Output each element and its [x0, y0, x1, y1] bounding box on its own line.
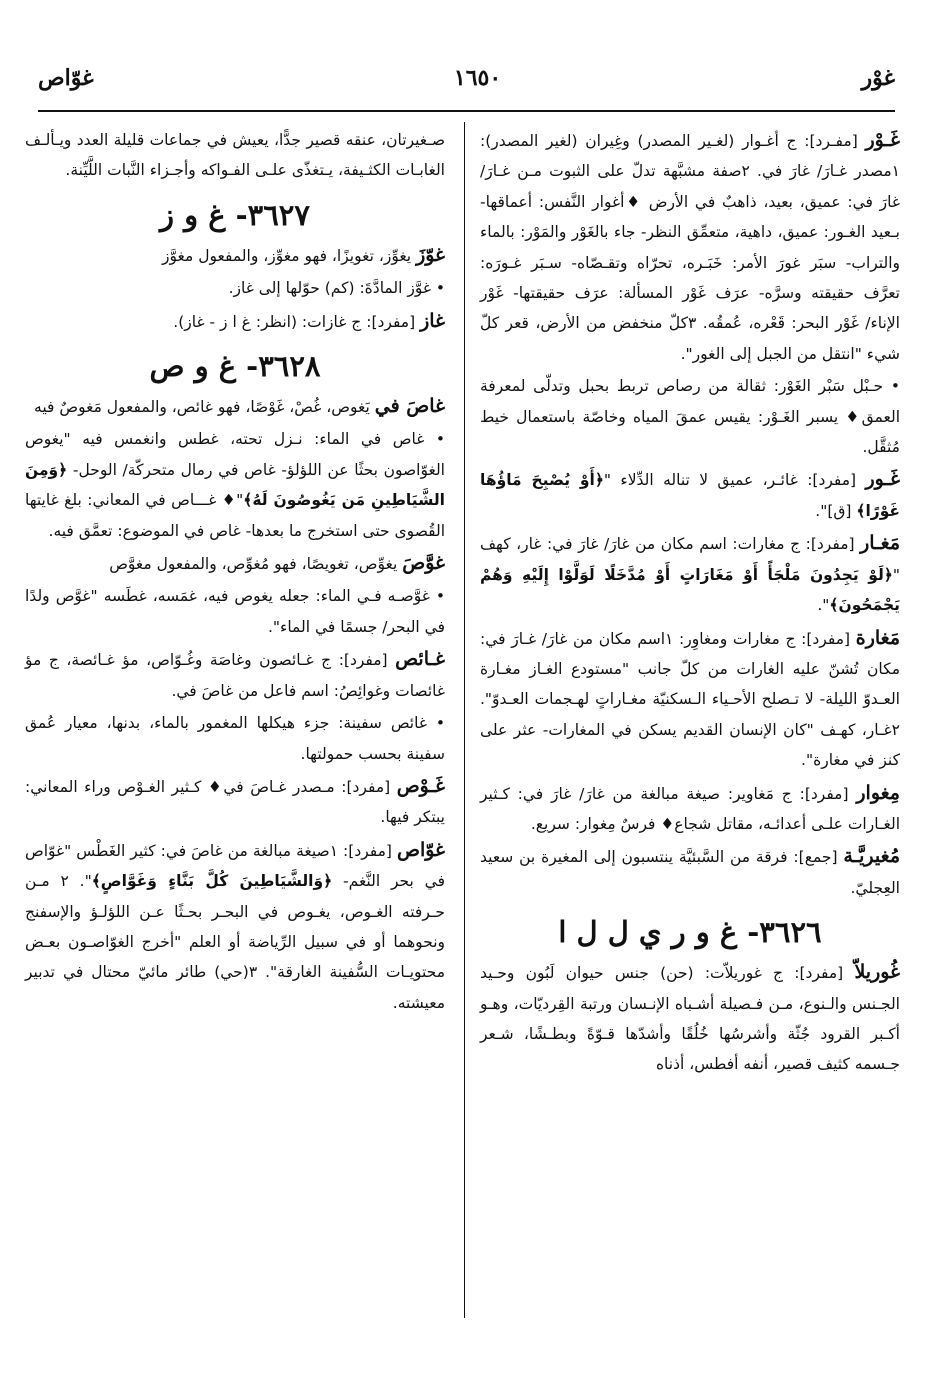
entry-ghawwaza — [25, 240, 445, 271]
entry-text: [مفرد]: ج مَغاوير: صيغة مبالغة من غارَ/ غارَ في: كـثير الغـارات علـى أعدائـه، مقاتل شجاع♦ فرسٌ مِغوار: سريع. — [480, 784, 900, 833]
entry-text: [جمع]: فرقة من السَّبئيَّة ينتسبون إلى المغيرة بن سعيد العِجليّ. — [480, 848, 900, 897]
quran-quote: ﴿أَوْ يُصْبِحَ مَاؤُهَا غَوْرًا﴾ — [480, 471, 900, 520]
entry-ghawr — [480, 125, 900, 369]
entry-ghaz — [25, 306, 445, 337]
entry-text: يغوِّص، تغويصًا، فهو مُغوِّص، والمفعول مغوَّص — [109, 555, 398, 574]
entry-maghara — [480, 623, 900, 776]
headword: غـائص — [395, 648, 445, 671]
headword: غَـور — [865, 468, 900, 491]
headword: مُغيريَّـة — [843, 845, 900, 868]
quran-quote: ﴿لَوْ يَجِدُونَ مَلْجَأً أَوْ مَغَارَاتٍ أَوْ مُدَّخَلًا لَوَلَّوْا إِلَيْهِ وَهُمْ يَجْمَحُونَ﴾ — [480, 565, 900, 615]
headword: غَـوْر — [865, 129, 900, 151]
entry-text: [مفرد]: ج مغارات ومغاوِر: ١اسم مكان من غارَ/ غـارَ في: مكان تُشنّ عليه الغارات من كلّ جانب "مستودع الغـاز مغـارة العـدوّ الليلة- لا تـصلح الأحـياء الـسكنيّة مغـاراتٍ لهـجمات العـدوّ". ٢غـار، كهـف "كان الإنسان القديم يسكن في المغارات- عثر على كنز في مغارة". — [480, 629, 900, 770]
entry-ghawss — [25, 771, 445, 833]
page-number: ١٦٥٠ — [453, 65, 502, 91]
column-divider — [464, 122, 465, 1318]
entry-text: [مفرد]: ج غازات: (انظر: غ ا ز - غاز). — [173, 312, 416, 331]
entry-text: [ق]". — [815, 501, 857, 520]
entry-text: صـغيرتان، عنقه قصير جدًّا، يعيش في جماعات قليلة العدد ويـألـف الغابـات الكثـيفة، يـتغذّى علـى الفـواكه وأجـزاء النَّبات اللَّيِّنة. — [25, 131, 445, 180]
headword: مَغـار — [860, 532, 900, 555]
entry-text: • حـبْل سَبْر الغَوْر: ثقالة من رصاص تربط بحبل وتدلّى لمعرفة العمق♦ يسبر الغَـوْر: يقيس عمقَ المياه وخاصّة باستعمال خيط مُثقَّل. — [480, 377, 900, 457]
entry-text: • غاص في الماء: نـزل تحته، غطس وانغمس فيه "يغوص الغوّاصون بحثًا عن اللؤلؤ- غاص في رمال متحركّة/ الوحل- — [25, 430, 445, 479]
headword: غَـوْص — [396, 774, 445, 797]
entry-text: "♦ غـــاص في المعاني: بلغ غايتها القُصوى حتى استخرج ما بعدها- غاص في الموضوع: تعمَّق فيه. — [25, 491, 445, 540]
entry-text: [مفرد]: غائـر، عميق لا تناله الدِّلاء " — [603, 471, 857, 490]
page-header — [38, 58, 895, 98]
root-heading-3626: ٣٦٢٦- غ و ر ي ل ل ا — [558, 915, 822, 950]
headword: مَغارة — [855, 626, 900, 649]
entry-maghar — [480, 528, 900, 620]
headword: غاصَ في — [374, 395, 445, 418]
entry-text: ". ٢ مـن حـرفته الغـوص، يغـوص في البحـر بحـثًا عـن اللؤلـؤ والإسفنج ونحوهما أو في سبيل الرِّياضة أو العلم "أخرج الغوّاصـون بعـض محتويـات السُّفينة الغارقة". ٣(حي) طائر مائيّ محتال في تدبير معيشته. — [25, 872, 445, 1012]
quran-quote: ﴿وَالشَّيَاطِينَ كُلَّ بَنَّاءٍ وَغَوَّاصٍ﴾ — [91, 872, 333, 891]
entry-sabr-alghawr — [480, 371, 900, 462]
headword: غوّزَ — [416, 243, 445, 266]
entry-text: • غائص سفينة: جزء هيكلها المغمور بالماء، بدنها، معيار عُمق سفينة بحسب حمولتها. — [25, 714, 445, 763]
entry-text: [مفرد]: ج مغارات: اسم مكان من غارَ/ غارَ في: غار، كهف " — [480, 535, 900, 584]
root-heading-3627: ٣٦٢٧- غ و ز — [160, 197, 310, 232]
headword: غوّاص — [396, 838, 445, 861]
left-column — [25, 125, 445, 1020]
root-heading-3628: ٣٦٢٨- غ و ص — [149, 349, 321, 384]
entry-ghawwasa — [25, 548, 445, 579]
entry-text: • غوَّز المادَّةَ: (كم) حوّلها إلى غاز. — [228, 279, 445, 298]
header-guide-word-left: غوّاص — [38, 65, 94, 91]
entry-gorilla — [480, 957, 900, 1080]
entry-ghaais-safina — [25, 708, 445, 769]
entry-mighwar — [480, 778, 900, 840]
entry-text: [مفرد]: ج غـائصون وغاصَة وغُـوّاص، مؤ غـائصة، ج مؤ غائصات وغوائِصُ: اسم فاعل من غاصَ في. — [25, 651, 445, 700]
headword: غاز — [420, 309, 445, 332]
entry-text: [مفرد]: ١صيغة مبالغة من غاصَ في: كثير الغَطْس "غوّاص في بحر النَّغم- — [25, 841, 446, 891]
entry-text: [مفرد]: مـصدر غـاصَ في♦ كـثير الغـوْص وراء المعاني: يبتكر فيها. — [25, 777, 445, 827]
headword: مِغوار — [856, 781, 900, 804]
headword: غوَّصَ — [402, 552, 445, 575]
entry-gorilla-continued — [25, 125, 445, 186]
entry-ghawwaza-sense — [25, 273, 445, 303]
quran-quote: ﴿وَمِنَ الشَّيَاطِينِ مَن يَغُوصُونَ لَهُ﴾ — [25, 460, 445, 510]
entry-ghawwasa-sense — [25, 581, 445, 642]
entry-text: ". — [817, 596, 830, 615]
entry-ghawr-adj — [480, 464, 900, 526]
headword: غُوريلاّ — [854, 961, 900, 984]
header-rule — [38, 110, 895, 112]
entry-ghaais — [25, 644, 445, 706]
entry-text: [مفرد]: ج غوريلاّت: (حن) جنس حيوان لَبُون وحـيد الجـنس والـنوع، مـن فـصيلة أشـباه الإنـسان ورتبة القِرديّات، وهـو أكـبر القرود جُثّة وأشرسُها خُلُقًا وأشدّها قـوّةً وبطـشًا، شـعر جـسمه كثيف قصير، أنفه أفطس، أذناه — [480, 964, 900, 1074]
entry-ghasa-sense — [25, 424, 445, 546]
entry-ghawwas — [25, 835, 445, 1018]
entry-mughiriyya — [480, 841, 900, 903]
entry-text: يغوِّز، تغويزًا، فهو مغوِّز، والمفعول مغوَّز — [162, 246, 412, 265]
entry-text: • غوَّصـه فـي الماء: جعله يغوص فيه، غمَسه، غطَسه "غوَّص ولدًا في البحر/ جسمًا في الماء". — [25, 587, 445, 636]
entry-text: يَغوص، غُصْ، غَوْصًا، فهو غائص، والمفعول مَغوصٌ فيه — [34, 398, 370, 417]
header-guide-word-right: غوْر — [861, 65, 895, 91]
entry-ghasa-fi — [25, 391, 445, 422]
entry-text: [مفـرد]: ج أغـوار (لغـير المصدر) وغِيران (لغير المصدر): ١مصدر غـارَ/ غارَ في. ٢صفة مشبَّهة تدلّ على الثبوت مـن غـارَ/ غارَ في: عميق، بعيد، ذاهبٌ في الأرض ♦أغوار النَّفس: أعماقها- بـعيد الغـور: عميق، داهية، متعمِّق النظر- جاء بالغَوْر والمَوْر: بالماء والتراب- سبَر غورَ الأمر: خَبَـره، تحرّاه وتقـصّاه- سـبَر غـورَه: تعرَّف حقيقته وسرَّه- عرَف غَوْر المسألة: عرَف حقيقتها- غَوْر الإناء/ غَوْر البحر: قَعْره، عُمقُه. ٣كلّ منخفض من الأرض، قعر كلّ شيء "انتقل من الجبل إلى الغور". — [480, 132, 900, 363]
right-column — [480, 125, 900, 1082]
